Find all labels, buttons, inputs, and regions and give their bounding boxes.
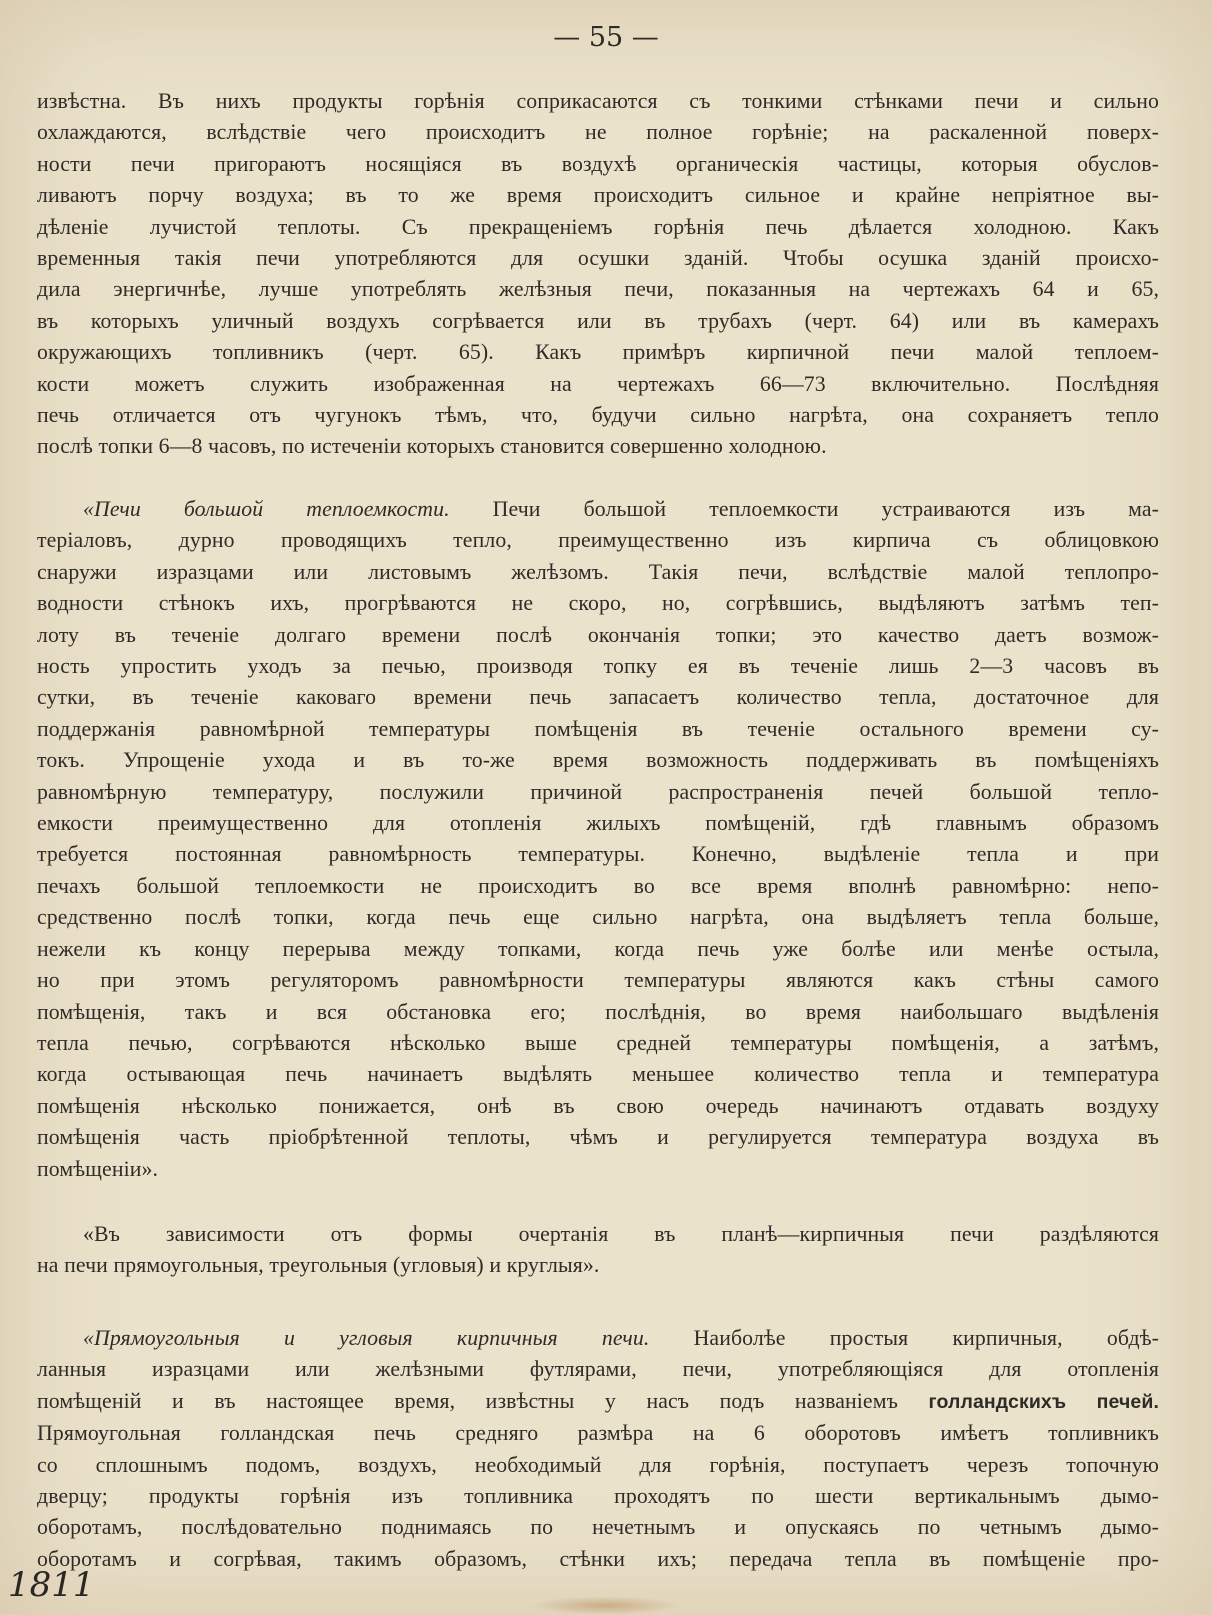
- page-number: — 55 —: [553, 22, 659, 53]
- text-line: оборотамъ и согрѣвая, такимъ образомъ, стѣнки ихъ; передача тепла въ помѣщеніе про-: [37, 1546, 1159, 1571]
- text-line: но при этомъ регуляторомъ равномѣрности температуры являются какъ стѣны самого: [37, 968, 1159, 993]
- text-line: охлаждаются, вслѣдствіе чего происходитъ не полное горѣніе; на раскаленной поверх-: [37, 120, 1159, 145]
- text-line: со сплошнымъ подомъ, воздухъ, необходимый для горѣнія, поступаетъ черезъ топочную: [37, 1452, 1159, 1477]
- text-line: печь отличается отъ чугунокъ тѣмъ, что, будучи сильно нагрѣта, она сохраняетъ тепло: [37, 403, 1159, 428]
- text-line: «Въ зависимости отъ формы очертанія въ планѣ—кирпичныя печи раздѣляются: [83, 1222, 1159, 1246]
- section-heading: «Прямоугольныя и угловыя кирпичныя печи.: [83, 1326, 650, 1350]
- text-line: требуется постоянная равномѣрность температуры. Конечно, выдѣленіе тепла и при: [37, 842, 1159, 867]
- text-line: кости можетъ служить изображенная на чертежахъ 66—73 включительно. Послѣдняя: [37, 371, 1159, 396]
- text-line: нежели къ концу перерыва между топками, когда печь уже болѣе или менѣе остыла,: [37, 936, 1159, 961]
- text-line: сутки, въ теченіе каковаго времени печь запасаетъ количество тепла, достаточное для: [37, 685, 1159, 710]
- text-line: на печи прямоугольныя, треугольныя (угловыя) и круглыя».: [37, 1253, 600, 1278]
- text-line: снаружи изразцами или листовымъ желѣзомъ. Такія печи, вслѣдствіе малой теплопро-: [37, 559, 1159, 584]
- text-line: печахъ большой теплоемкости не происходитъ во все время вполнѣ равномѣрно: непо-: [37, 873, 1159, 898]
- text-line: окружающихъ топливникъ (черт. 65). Какъ примѣръ кирпичной печи малой теплоем-: [37, 340, 1159, 365]
- text-span: помѣщеній и въ настоящее время, извѣстны у насъ подъ названіемъ: [37, 1388, 898, 1413]
- paragraph-2: [37, 494, 1159, 1185]
- text-line: емкости преимущественно для отопленія жилыхъ помѣщеній, гдѣ главнымъ образомъ: [37, 811, 1159, 836]
- text-line: средственно послѣ топки, когда печь еще сильно нагрѣта, она выдѣляетъ тепла больше,: [37, 905, 1159, 930]
- text-line: помѣщенія, такъ и вся обстановка его; послѣднія, во время наибольшаго выдѣленія: [37, 999, 1159, 1024]
- text-line: помѣщенія часть пріобрѣтенной теплоты, чѣмъ и регулируется температура воздуха въ: [37, 1125, 1159, 1150]
- section-heading: «Печи большой теплоемкости.: [83, 497, 450, 521]
- text-line: дила энергичнѣе, лучше употреблять желѣзныя печи, показанныя на чертежахъ 64 и 65,: [37, 277, 1159, 302]
- text-span: Наиболѣе простыя кирпичныя, обдѣ-: [693, 1326, 1159, 1350]
- text-line: ность упростить уходъ за печью, производя топку ея въ теченіе лишь 2—3 часовъ въ: [37, 654, 1159, 679]
- text-line: тепла печью, согрѣваются нѣсколько выше средней температуры помѣщенія, а затѣмъ,: [37, 1030, 1159, 1055]
- text-line: лоту въ теченіе долгаго времени послѣ окончанія топки; это качество даетъ возмож-: [37, 622, 1159, 647]
- text-line: ливаютъ порчу воздуха; въ то же время происходитъ сильное и крайне непріятное вы-: [37, 183, 1159, 208]
- text-line: поддержанія равномѣрной температуры помѣщенія въ теченіе остального времени су-: [37, 716, 1159, 741]
- bold-term: голландскихъ печей.: [928, 1390, 1159, 1413]
- handwritten-mark: 1811: [8, 1565, 95, 1605]
- text-line: временныя такія печи употребляются для осушки зданій. Чтобы осушка зданій происхо-: [37, 246, 1159, 271]
- text-line: равномѣрную температуру, послужили причиной распространенія печей большой тепло-: [37, 779, 1159, 804]
- paragraph-4: [37, 1323, 1159, 1575]
- text-line: водности стѣнокъ ихъ, прогрѣваются не скоро, но, согрѣвшись, выдѣляютъ затѣмъ теп-: [37, 591, 1159, 616]
- text-line: [37, 494, 1159, 525]
- text-line: дверцу; продукты горѣнія изъ топливника проходятъ по шести вертикальнымъ дымо-: [37, 1484, 1159, 1509]
- text-line: Прямоугольная голландская печь средняго размѣра на 6 оборотовъ имѣетъ топливникъ: [37, 1421, 1159, 1446]
- text-line: теріаловъ, дурно проводящихъ тепло, преимущественно изъ кирпича съ облицовкою: [37, 528, 1159, 553]
- text-line: токъ. Упрощеніе ухода и въ то-же время возможность поддерживать въ помѣщеніяхъ: [37, 748, 1159, 773]
- text-line: помѣщенія нѣсколько понижается, онѣ въ свою очередь начинаютъ отдавать воздуху: [37, 1093, 1159, 1118]
- text-line: дѣленіе лучистой теплоты. Съ прекращеніемъ горѣнія печь дѣлается холодною. Какъ: [37, 214, 1159, 239]
- page-stain: [530, 1596, 680, 1615]
- text-line: ланныя изразцами или желѣзными футлярами, печи, употребляющіяся для отопленія: [37, 1357, 1159, 1382]
- text-line: помѣщеніи».: [37, 1156, 159, 1181]
- text-line: извѣстна. Въ нихъ продукты горѣнія соприкасаются съ тонкими стѣнками печи и сильно: [37, 89, 1159, 113]
- paragraph-1: [37, 86, 1159, 463]
- text-line: [37, 1386, 1159, 1418]
- text-line: оборотамъ, послѣдовательно поднимаясь по нечетнымъ и опускаясь по четнымъ дымо-: [37, 1515, 1159, 1540]
- text-line: когда остывающая печь начинаетъ выдѣлять меньшее количество тепла и температура: [37, 1062, 1159, 1087]
- text-line: послѣ топки 6—8 часовъ, по истеченіи которыхъ становится совершенно холодною.: [37, 434, 827, 459]
- text-line: ности печи пригораютъ носящіяся въ воздухѣ органическія частицы, которыя обуслов-: [37, 151, 1159, 176]
- text-span: Печи большой теплоемкости устраиваются изъ ма-: [492, 497, 1159, 521]
- text-line: въ которыхъ уличный воздухъ согрѣвается или въ трубахъ (черт. 64) или въ камерахъ: [37, 308, 1159, 333]
- text-line: [37, 1323, 1159, 1354]
- paragraph-3: [37, 1219, 1159, 1282]
